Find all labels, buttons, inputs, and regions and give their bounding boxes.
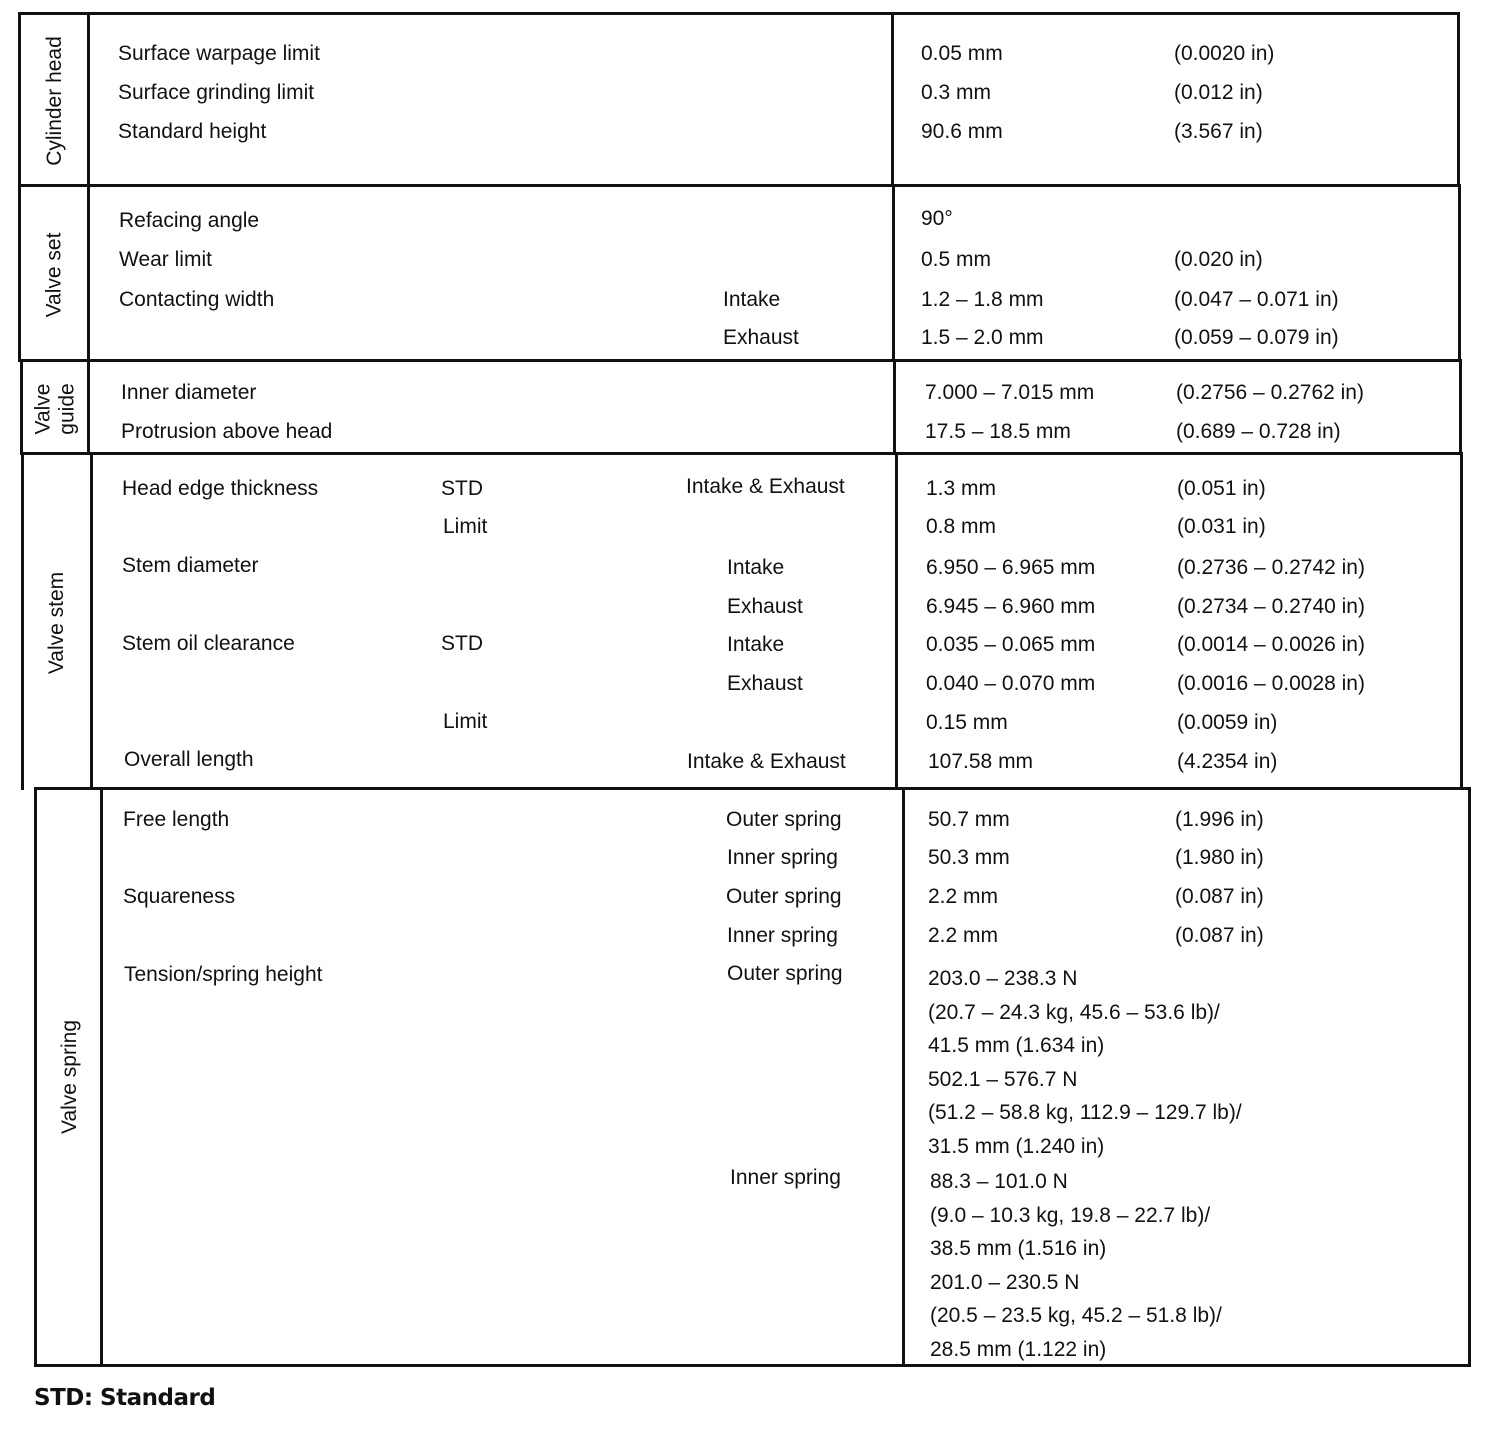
tension-inner-values (930, 1165, 1222, 1366)
spec-value-in: (0.2756 – 0.2762 in) (1176, 381, 1364, 404)
spec-value-in: (0.0059 in) (1177, 711, 1278, 734)
tension-value-line: 41.5 mm (1.634 in) (928, 1034, 1105, 1057)
section-label (24, 455, 91, 790)
tension-value-line: 502.1 – 576.7 N (928, 1067, 1078, 1091)
section-label-text: Valve set (42, 232, 66, 317)
spec-value-in: (0.087 in) (1175, 924, 1264, 947)
spec-value-mm: 2.2 mm (928, 885, 999, 908)
spec-value-mm: 17.5 – 18.5 mm (925, 420, 1071, 443)
section-valve-stem (21, 452, 1463, 790)
spec-value-in: (0.051 in) (1177, 477, 1266, 500)
spec-subitem: Intake (723, 288, 781, 311)
spec-value-mm: 107.58 mm (928, 750, 1034, 773)
spec-value-in: (0.012 in) (1174, 81, 1263, 104)
spec-value-mm: 50.7 mm (928, 808, 1010, 831)
spec-value-in: (0.047 – 0.071 in) (1174, 288, 1339, 311)
spec-item: Contacting width (119, 288, 275, 311)
spec-value-mm: 0.05 mm (921, 42, 1003, 65)
column-divider (902, 790, 905, 1364)
tension-value-line: (20.7 – 24.3 kg, 45.6 – 53.6 lb)/ (928, 1000, 1220, 1024)
spec-value-mm: 0.8 mm (926, 515, 997, 538)
tension-value-line: 201.0 – 230.5 N (930, 1270, 1080, 1294)
spec-item: Protrusion above head (121, 420, 333, 443)
spec-item: Free length (123, 808, 230, 831)
spec-value-in: (4.2354 in) (1177, 750, 1278, 773)
spec-value-in: (0.031 in) (1177, 515, 1266, 538)
column-divider (90, 455, 93, 790)
spec-value-in: (1.980 in) (1175, 846, 1264, 869)
spec-item: Surface warpage limit (118, 42, 320, 65)
section-label (21, 187, 88, 362)
spec-item: Overall length (124, 748, 254, 771)
spec-subitem: Inner spring (730, 1166, 841, 1189)
spec-subitem: Outer spring (726, 885, 842, 908)
column-divider (100, 790, 103, 1364)
spec-value-in: (0.087 in) (1175, 885, 1264, 908)
spec-value-in: (1.996 in) (1175, 808, 1264, 831)
spec-item: Stem diameter (122, 554, 259, 577)
spec-value-mm: 7.000 – 7.015 mm (925, 381, 1095, 404)
tension-value-line: (51.2 – 58.8 kg, 112.9 – 129.7 lb)/ (928, 1101, 1242, 1124)
tension-value-line: 38.5 mm (1.516 in) (930, 1237, 1107, 1260)
spec-value-in: (0.020 in) (1174, 248, 1263, 271)
spec-item: Standard height (118, 120, 267, 143)
tension-value-line: 203.0 – 238.3 N (928, 967, 1078, 990)
spec-value-mm: 0.040 – 0.070 mm (926, 672, 1096, 695)
tension-value-line: 88.3 – 101.0 N (930, 1170, 1068, 1193)
tension-value-line: (20.5 – 23.5 kg, 45.2 – 51.8 lb)/ (930, 1304, 1222, 1327)
section-valve-set (18, 184, 1461, 362)
spec-value-mm: 0.5 mm (921, 248, 992, 271)
spec-subitem: Exhaust (723, 326, 799, 349)
spec-value-in: (0.689 – 0.728 in) (1176, 420, 1341, 443)
spec-item: Squareness (123, 885, 236, 908)
spec-condition: STD (441, 477, 483, 500)
section-label (23, 362, 88, 455)
spec-condition: STD (441, 632, 483, 655)
tension-outer-values (928, 962, 1242, 1163)
spec-value-in: (0.0014 – 0.0026 in) (1177, 633, 1365, 656)
spec-item: Stem oil clearance (122, 632, 295, 655)
section-label (37, 790, 103, 1364)
tension-value-line: (9.0 – 10.3 kg, 19.8 – 22.7 lb)/ (930, 1203, 1211, 1227)
spec-value-mm: 90.6 mm (921, 120, 1003, 143)
spec-value-in: (0.0016 – 0.0028 in) (1177, 672, 1365, 695)
tension-value-line: 31.5 mm (1.240 in) (928, 1134, 1105, 1158)
spec-value-in: (0.0020 in) (1174, 42, 1275, 65)
spec-value-mm: 2.2 mm (928, 924, 999, 947)
spec-subitem: Intake (727, 633, 785, 656)
spec-subitem: Intake (727, 556, 785, 579)
spec-subitem: Exhaust (727, 672, 803, 695)
spec-value-mm: 0.035 – 0.065 mm (926, 633, 1096, 656)
spec-subitem: Outer spring (727, 962, 843, 985)
section-label-text: Cylinder head (42, 36, 66, 166)
spec-value-mm: 6.950 – 6.965 mm (926, 556, 1096, 579)
tension-value-line: 28.5 mm (1.122 in) (930, 1337, 1107, 1361)
spec-item: Surface grinding limit (118, 81, 315, 104)
spec-value-mm: 0.3 mm (921, 81, 992, 104)
spec-item: Refacing angle (119, 209, 260, 232)
column-divider (87, 187, 90, 362)
column-divider (895, 455, 898, 790)
spec-item: Tension/spring height (124, 963, 323, 986)
spec-item: Inner diameter (121, 381, 257, 404)
column-divider (87, 362, 90, 455)
section-label-text: Valve spring (58, 1019, 82, 1135)
spec-value-mm: 0.15 mm (926, 711, 1008, 734)
spec-value-in: (3.567 in) (1174, 120, 1263, 143)
spec-subitem: Inner spring (727, 846, 838, 869)
section-cylinder-head (18, 12, 1460, 187)
section-valve-guide (20, 359, 1462, 455)
spec-item: Head edge thickness (122, 477, 319, 500)
spec-value-mm: 90° (921, 207, 953, 230)
spec-condition: Limit (443, 710, 488, 733)
spec-value-mm: 50.3 mm (928, 846, 1010, 869)
spec-value-mm: 1.5 – 2.0 mm (921, 326, 1044, 349)
spec-subitem: Exhaust (727, 595, 803, 618)
column-divider (893, 362, 896, 455)
column-divider (891, 15, 894, 187)
spec-value-mm: 6.945 – 6.960 mm (926, 595, 1096, 618)
spec-subitem: Inner spring (727, 924, 838, 947)
column-divider (892, 187, 895, 362)
section-label (21, 15, 88, 187)
section-valve-spring (34, 787, 1471, 1367)
spec-condition: Limit (443, 515, 488, 538)
section-label-text: Valve guide (31, 382, 79, 435)
footnote: STD: Standard (34, 1385, 216, 1411)
spec-value-mm: 1.2 – 1.8 mm (921, 288, 1044, 311)
spec-value-in: (0.2734 – 0.2740 in) (1177, 595, 1365, 618)
spec-subitem: Intake & Exhaust (687, 750, 846, 773)
spec-subitem: Intake & Exhaust (686, 475, 845, 498)
spec-value-in: (0.059 – 0.079 in) (1174, 326, 1339, 349)
spec-item: Wear limit (119, 248, 212, 271)
section-label-text: Valve stem (45, 571, 69, 674)
spec-subitem: Outer spring (726, 808, 842, 831)
spec-value-in: (0.2736 – 0.2742 in) (1177, 556, 1365, 579)
spec-value-mm: 1.3 mm (926, 477, 997, 500)
column-divider (87, 15, 90, 187)
